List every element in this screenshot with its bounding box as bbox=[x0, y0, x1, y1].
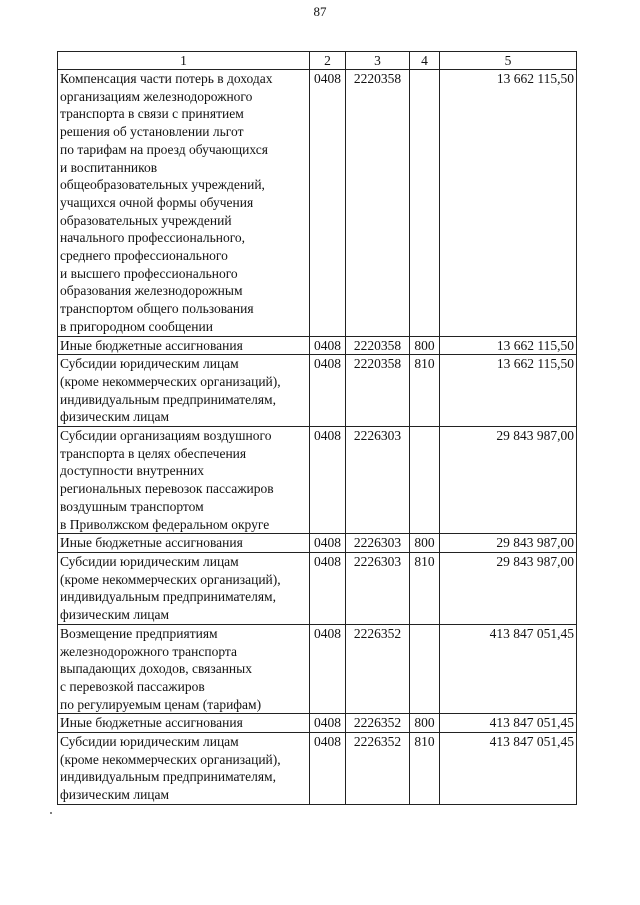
amount-cell: 13 662 115,50 bbox=[440, 336, 577, 355]
amount-cell: 413 847 051,45 bbox=[440, 733, 577, 805]
expense-type-cell: 800 bbox=[410, 714, 440, 733]
expense-type-cell: 800 bbox=[410, 534, 440, 553]
section-code-cell: 0408 bbox=[310, 427, 346, 534]
table-row bbox=[58, 733, 577, 805]
row-name-cell: Субсидии организациям воздушного транспорта в целях обеспечения доступности внутренних региональных перевозок пассажиров воздушным транспортом в Приволжском федеральном округе bbox=[58, 427, 310, 534]
section-code-cell: 0408 bbox=[310, 336, 346, 355]
column-header-4: 4 bbox=[410, 52, 440, 70]
page-number: 87 bbox=[313, 4, 327, 19]
header-row bbox=[58, 52, 577, 70]
row-name-cell: Субсидии юридическим лицам (кроме некоммерческих организаций), индивидуальным предпринимателям, физическим лицам bbox=[58, 355, 310, 427]
target-code-cell: 2226352 bbox=[346, 733, 410, 805]
section-code-cell: 0408 bbox=[310, 552, 346, 624]
expense-type-cell bbox=[410, 427, 440, 534]
target-code-cell: 2226352 bbox=[346, 714, 410, 733]
column-header-5: 5 bbox=[440, 52, 577, 70]
target-code-cell: 2226303 bbox=[346, 534, 410, 553]
row-name-cell: Субсидии юридическим лицам (кроме некоммерческих организаций), индивидуальным предпринимателям, физическим лицам bbox=[58, 733, 310, 805]
row-name-cell: Субсидии юридическим лицам (кроме некоммерческих организаций), индивидуальным предпринимателям, физическим лицам bbox=[58, 552, 310, 624]
section-code-cell: 0408 bbox=[310, 355, 346, 427]
row-name-cell: Иные бюджетные ассигнования bbox=[58, 714, 310, 733]
expense-type-cell: 810 bbox=[410, 552, 440, 624]
expense-type-cell bbox=[410, 624, 440, 714]
expense-type-cell: 810 bbox=[410, 355, 440, 427]
table-row bbox=[58, 336, 577, 355]
amount-cell: 413 847 051,45 bbox=[440, 624, 577, 714]
amount-cell: 13 662 115,50 bbox=[440, 70, 577, 337]
table-row bbox=[58, 624, 577, 714]
amount-cell: 29 843 987,00 bbox=[440, 427, 577, 534]
target-code-cell: 2226303 bbox=[346, 427, 410, 534]
expense-type-cell: 810 bbox=[410, 733, 440, 805]
expense-type-cell: 800 bbox=[410, 336, 440, 355]
section-code-cell: 0408 bbox=[310, 534, 346, 553]
budget-table bbox=[57, 51, 577, 805]
table-row bbox=[58, 355, 577, 427]
table-row bbox=[58, 70, 577, 337]
amount-cell: 13 662 115,50 bbox=[440, 355, 577, 427]
column-header-1: 1 bbox=[58, 52, 310, 70]
column-header-2: 2 bbox=[310, 52, 346, 70]
table-row bbox=[58, 552, 577, 624]
target-code-cell: 2226303 bbox=[346, 552, 410, 624]
expense-type-cell bbox=[410, 70, 440, 337]
table-row bbox=[58, 714, 577, 733]
target-code-cell: 2226352 bbox=[346, 624, 410, 714]
table-row bbox=[58, 534, 577, 553]
target-code-cell: 2220358 bbox=[346, 355, 410, 427]
row-name-cell: Иные бюджетные ассигнования bbox=[58, 336, 310, 355]
target-code-cell: 2220358 bbox=[346, 336, 410, 355]
table-row bbox=[58, 427, 577, 534]
scan-speck bbox=[50, 812, 52, 814]
section-code-cell: 0408 bbox=[310, 624, 346, 714]
amount-cell: 29 843 987,00 bbox=[440, 552, 577, 624]
column-header-3: 3 bbox=[346, 52, 410, 70]
row-name-cell: Иные бюджетные ассигнования bbox=[58, 534, 310, 553]
section-code-cell: 0408 bbox=[310, 714, 346, 733]
section-code-cell: 0408 bbox=[310, 733, 346, 805]
amount-cell: 29 843 987,00 bbox=[440, 534, 577, 553]
row-name-cell: Компенсация части потерь в доходах организациям железнодорожного транспорта в связи с принятием решения об установлении льгот по тарифам на проезд обучающихся и воспитанников общеобразовательных учреждений, учащихся очной формы обучения образовательных учреждений начального профессионального, среднего профессионального и высшего профессионального образования железнодорожным транспортом общего пользования в пригородном сообщении bbox=[58, 70, 310, 337]
section-code-cell: 0408 bbox=[310, 70, 346, 337]
amount-cell: 413 847 051,45 bbox=[440, 714, 577, 733]
target-code-cell: 2220358 bbox=[346, 70, 410, 337]
row-name-cell: Возмещение предприятиям железнодорожного транспорта выпадающих доходов, связанных с перевозкой пассажиров по регулируемым ценам (тарифам) bbox=[58, 624, 310, 714]
